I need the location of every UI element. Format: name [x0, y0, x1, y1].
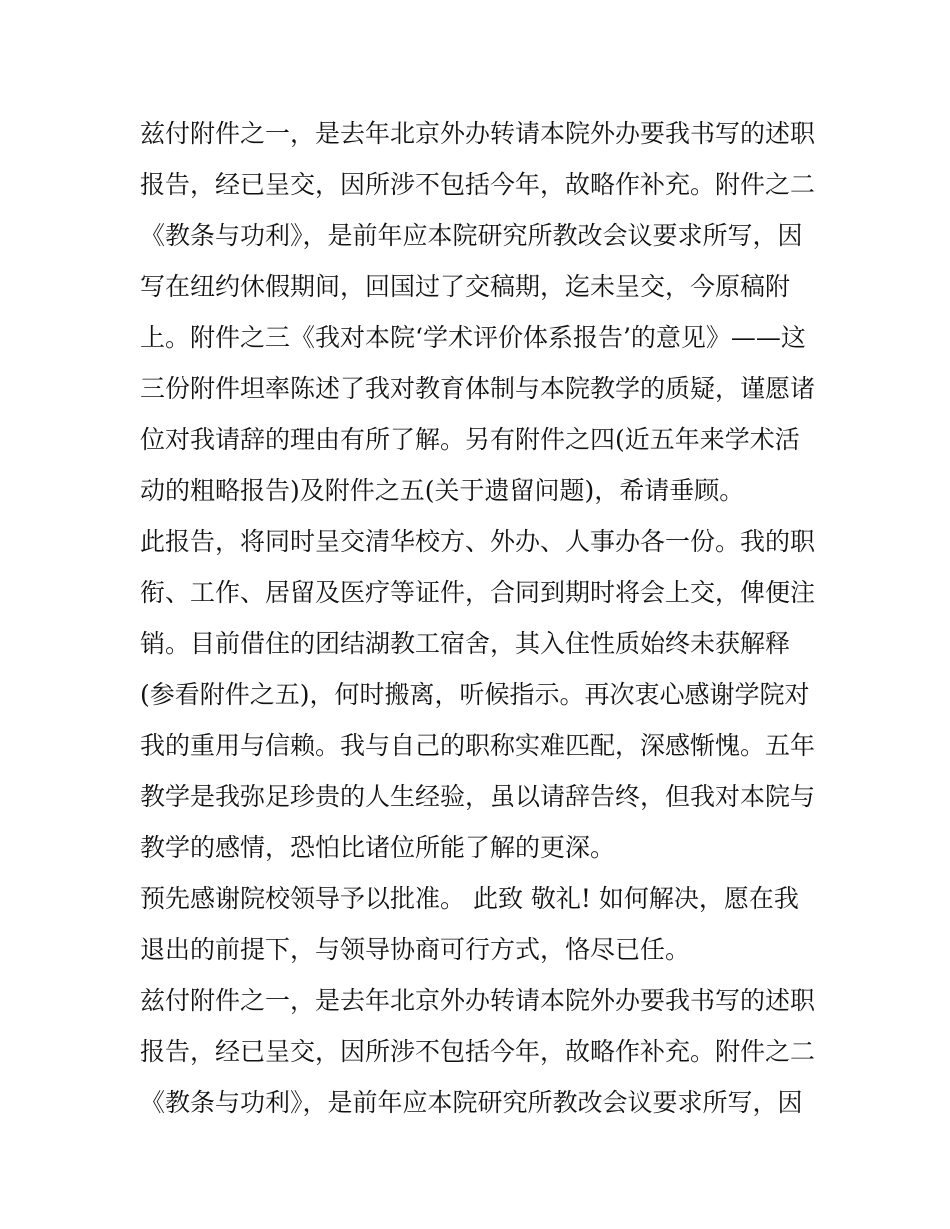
text-line: 《教条与功利》，是前年应本院研究所教改会议要求所写，因 [140, 221, 803, 250]
text-line: 写在纽约休假期间，回国过了交稿期，迄未呈交，今原稿附 [140, 272, 791, 301]
text-line: 兹付附件之一，是去年北京外办转请本院外办要我书写的述职 [140, 119, 816, 148]
text-line: 教学是我弥足珍贵的人生经验，虽以请辞告终，但我对本院与 [140, 782, 816, 811]
text-line: 上。附件之三《我对本院‘学术评价体系报告’的意见》——这 [140, 323, 806, 352]
text-line: 销。目前借住的团结湖教工宿舍，其入住性质始终未获解释 [140, 629, 791, 658]
text-line: 兹付附件之一，是去年北京外办转请本院外办要我书写的述职 [140, 986, 816, 1015]
text-line: 退出的前提下，与领导协商可行方式，恪尽已任。 [140, 935, 691, 964]
text-line: 此报告，将同时呈交清华校方、外办、人事办各一份。我的职 [140, 527, 816, 556]
text-line: 动的粗略报告)及附件之五(关于遗留问题)，希请垂顾。 [140, 476, 745, 505]
text-line: 报告，经已呈交，因所涉不包括今年，故略作补充。附件之二 [140, 170, 816, 199]
text-line: 教学的感情，恐怕比诸位所能了解的更深。 [140, 833, 616, 862]
document-body [140, 108, 820, 1128]
text-line: 位对我请辞的理由有所了解。另有附件之四(近五年来学术活 [140, 425, 800, 454]
text-line: (参看附件之五)，何时搬离，听候指示。再次衷心感谢学院对 [140, 680, 810, 709]
text-line: 衔、工作、居留及医疗等证件，合同到期时将会上交，俾便注 [140, 578, 816, 607]
text-line: 报告，经已呈交，因所涉不包括今年，故略作补充。附件之二 [140, 1037, 816, 1066]
text-line: 《教条与功利》，是前年应本院研究所教改会议要求所写，因 [140, 1088, 803, 1117]
text-line: 三份附件坦率陈述了我对教育体制与本院教学的质疑，谨愿诸 [140, 374, 816, 403]
text-line: 我的重用与信赖。我与自己的职称实难匹配，深感惭愧。五年 [140, 731, 816, 760]
text-line: 预先感谢院校领导予以批准。 此致 敬礼! 如何解决，愿在我 [140, 884, 799, 913]
